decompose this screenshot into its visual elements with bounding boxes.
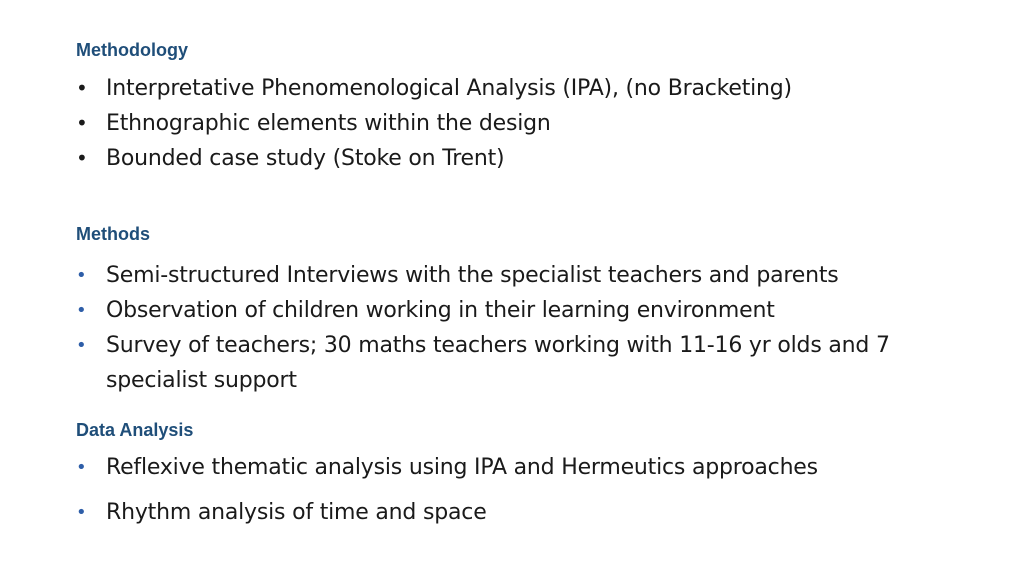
methods-heading: Methods [76, 224, 150, 244]
bullet-icon: • [76, 76, 88, 100]
bullet-icon: • [76, 457, 87, 478]
bullet-icon: • [76, 111, 88, 135]
list-item [76, 106, 984, 141]
list-item-text: Semi-structured Interviews with the specialist teachers and parents [106, 263, 839, 288]
methods-list [76, 258, 984, 398]
list-item [76, 293, 984, 328]
list-item-text: Rhythm analysis of time and space [106, 500, 487, 525]
bullet-icon: • [76, 265, 87, 286]
bullet-icon: • [76, 146, 88, 170]
list-item [76, 450, 984, 485]
bullet-icon: • [76, 335, 87, 356]
methodology-list [76, 71, 984, 176]
bullet-icon: • [76, 502, 87, 523]
bullet-icon: • [76, 300, 87, 321]
list-item [76, 328, 984, 398]
list-item-text: Bounded case study (Stoke on Trent) [106, 146, 505, 171]
list-item-text: Survey of teachers; 30 maths teachers working with 11-16 yr olds and 7 specialist support [106, 333, 890, 393]
list-item [76, 71, 984, 106]
data-analysis-heading: Data Analysis [76, 420, 194, 440]
list-item-text: Reflexive thematic analysis using IPA and Hermeutics approaches [106, 455, 818, 480]
data-analysis-list [76, 450, 984, 530]
list-item [76, 495, 984, 530]
list-item-text: Ethnographic elements within the design [106, 111, 551, 136]
list-item [76, 258, 984, 293]
list-item-text: Observation of children working in their learning environment [106, 298, 775, 323]
list-item-text: Interpretative Phenomenological Analysis (IPA), (no Bracketing) [106, 76, 792, 101]
methodology-heading: Methodology [76, 40, 188, 60]
list-item [76, 141, 984, 176]
